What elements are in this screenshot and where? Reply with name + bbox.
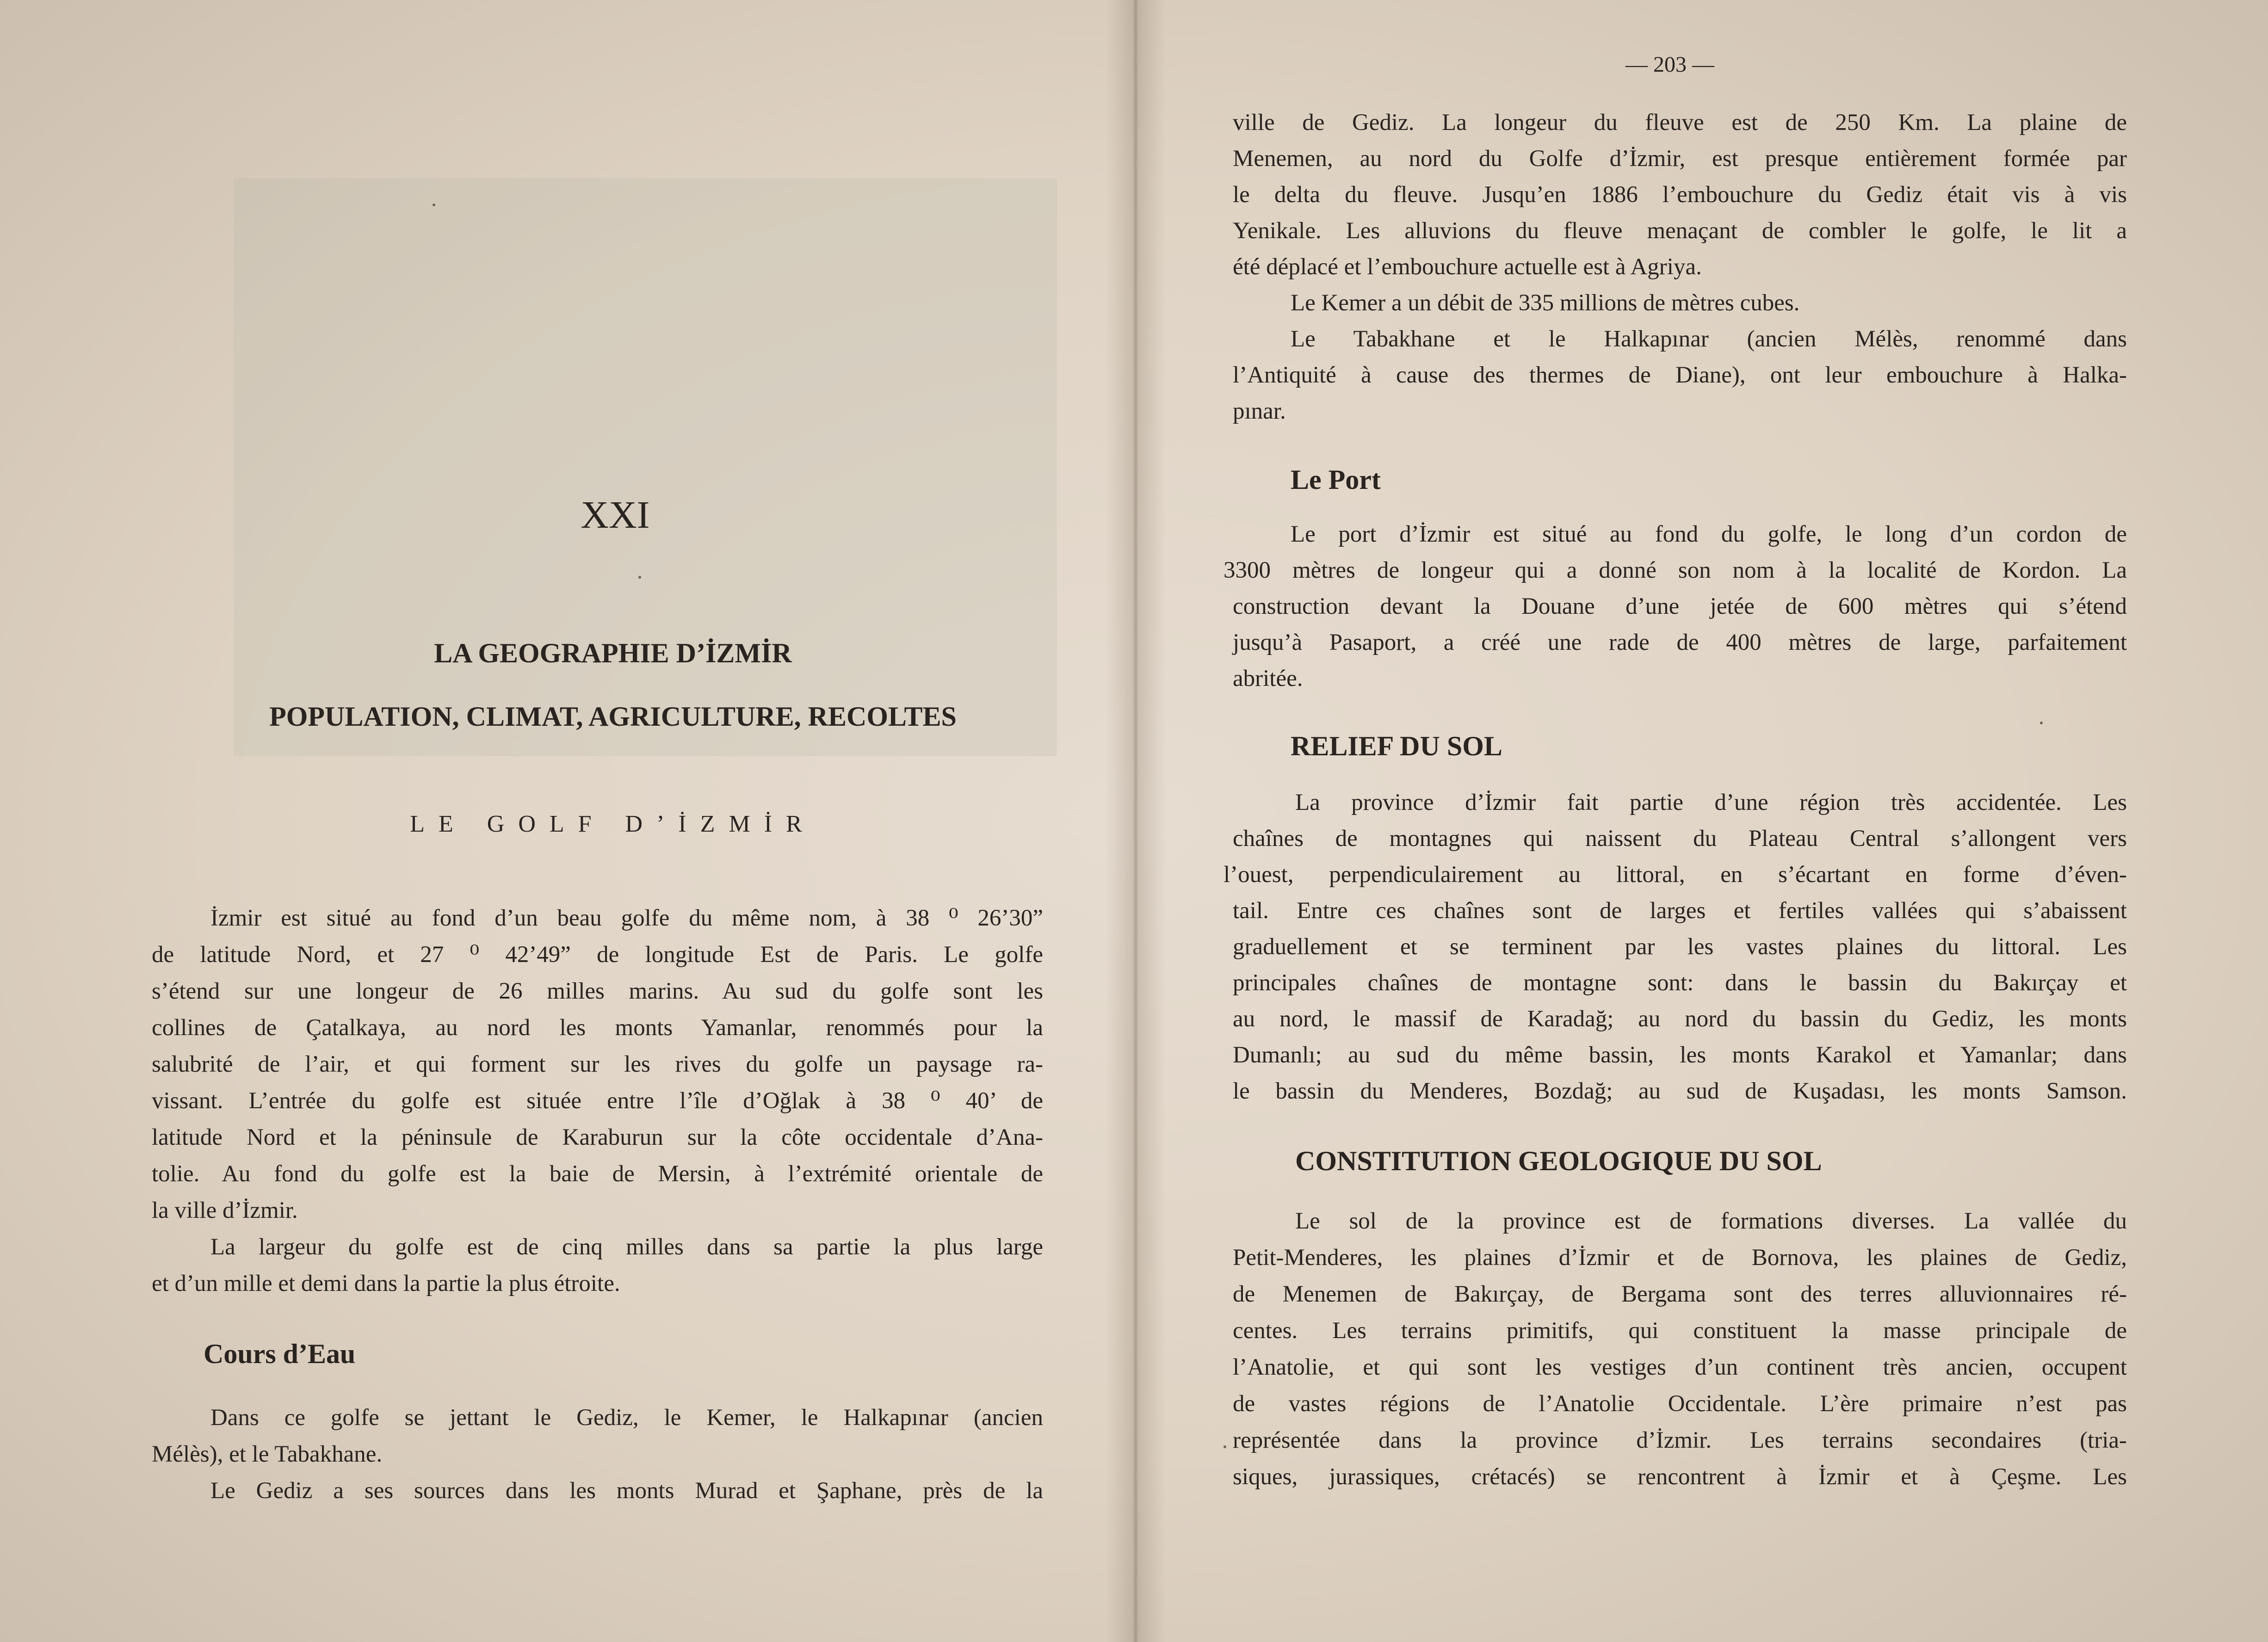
subheading-cours-deau: Cours d’Eau xyxy=(204,1339,356,1369)
text-line: Yenikale. Les alluvions du fleuve menaçant de combler le golfe, le lit a xyxy=(1233,218,2127,244)
text-line: Le Tabakhane et le Halkapınar (ancien Mélès, renommé dans xyxy=(1291,326,2127,352)
text-line: Mélès), et le Tabakhane. xyxy=(152,1441,383,1467)
text-line: La province d’İzmir fait partie d’une région très accidentée. Les xyxy=(1295,790,2127,815)
text-line: de latitude Nord, et 27 ⁰ 42’49” de longitude Est de Paris. Le golfe xyxy=(152,942,1043,968)
text-line: Dumanlı; au sud du même bassin, les monts Karakol et Yamanlar; dans xyxy=(1233,1042,2127,1068)
chapter-title-line-2: POPULATION, CLIMAT, AGRICULTURE, RECOLTES xyxy=(269,701,957,732)
text-line: La largeur du golfe est de cinq milles dans sa partie la plus large xyxy=(210,1234,1043,1260)
text-line: Le port d’İzmir est situé au fond du golfe, le long d’un cordon de xyxy=(1291,521,2127,547)
text-line: et d’un mille et demi dans la partie la plus étroite. xyxy=(152,1271,620,1296)
text-line: construction devant la Douane d’une jetée de 600 mètres qui s’étend xyxy=(1233,593,2127,619)
text-line: chaînes de montagnes qui naissent du Plateau Central s’allongent vers xyxy=(1233,826,2127,852)
text-line: abritée. xyxy=(1233,666,1303,691)
text-line: de vastes régions de l’Anatolie Occidentale. L’ère primaire n’est pas xyxy=(1233,1391,2127,1417)
text-line: représentée dans la province d’İzmir. Les terrains secondaires (tria- xyxy=(1233,1427,2127,1453)
text-line: l’Antiquité à cause des thermes de Diane), ont leur embouchure à Halka- xyxy=(1233,362,2127,388)
text-line: Petit-Menderes, les plaines d’İzmir et de Bornova, les plaines de Gediz, xyxy=(1233,1245,2127,1271)
text-line: s’étend sur une longeur de 26 milles marins. Au sud du golfe sont les xyxy=(152,978,1043,1004)
text-line: İzmir est situé au fond d’un beau golfe du même nom, à 38 ⁰ 26’30” xyxy=(210,905,1043,931)
text-line: jusqu’à Pasaport, a créé une rade de 400 mètres de large, parfaitement xyxy=(1233,630,2127,655)
subheading-relief-du-sol: RELIEF DU SOL xyxy=(1291,731,1502,761)
text-line: le bassin du Menderes, Bozdağ; au sud de Kuşadası, les monts Samson. xyxy=(1233,1078,2127,1104)
text-line: collines de Çatalkaya, au nord les monts Yamanlar, renommés pour la xyxy=(152,1015,1043,1041)
text-line: Le Gediz a ses sources dans les monts Murad et Şaphane, près de la xyxy=(210,1478,1043,1504)
paper-speck xyxy=(638,576,641,579)
page-number: — 203 — xyxy=(1625,52,1714,77)
text-line: 3300 mètres de longeur qui a donné son nom à la localité de Kordon. La xyxy=(1224,557,2127,583)
paper-speck xyxy=(433,204,435,206)
text-line: tolie. Au fond du golfe est la baie de Mersin, à l’extrémité orientale de xyxy=(152,1161,1043,1187)
text-line: siques, jurassiques, crétacés) se rencontrent à İzmir et à Çeşme. Les xyxy=(1233,1464,2127,1490)
text-line: la ville d’İzmir. xyxy=(152,1198,298,1223)
text-line: le delta du fleuve. Jusqu’en 1886 l’embouchure du Gediz était vis à vis xyxy=(1233,182,2127,208)
text-line: principales chaînes de montagne sont: dans le bassin du Bakırçay et xyxy=(1233,970,2127,996)
text-line: Menemen, au nord du Golfe d’İzmir, est presque entièrement formée par xyxy=(1233,146,2127,172)
text-line: Le Kemer a un débit de 335 millions de mètres cubes. xyxy=(1291,290,1800,316)
text-line: de Menemen de Bakırçay, de Bergama sont des terres alluvionnaires ré- xyxy=(1233,1281,2127,1307)
subheading-constitution-geologique: CONSTITUTION GEOLOGIQUE DU SOL xyxy=(1295,1146,1822,1176)
text-line: pınar. xyxy=(1233,398,1286,424)
text-line: graduellement et se terminent par les vastes plaines du littoral. Les xyxy=(1233,934,2127,960)
text-line: au nord, le massif de Karadağ; au nord du bassin du Gediz, les monts xyxy=(1233,1006,2127,1032)
text-line: l’ouest, perpendiculairement au littoral, en s’écartant en forme d’éven- xyxy=(1224,862,2127,888)
paper-speck xyxy=(1224,1445,1226,1448)
text-line: Le sol de la province est de formations diverses. La vallée du xyxy=(1295,1208,2127,1234)
text-line: centes. Les terrains primitifs, qui constituent la masse principale de xyxy=(1233,1318,2127,1344)
text-line: été déplacé et l’embouchure actuelle est à Agriya. xyxy=(1233,254,1702,280)
section-heading-golf: LE GOLF D’İZMİR xyxy=(410,811,816,837)
chapter-title-line-1: LA GEOGRAPHIE D’İZMİR xyxy=(434,638,792,668)
text-line: tail. Entre ces chaînes sont de larges et fertiles vallées qui s’abaissent xyxy=(1233,898,2127,924)
text-line: l’Anatolie, et qui sont les vestiges d’un continent très ancien, occupent xyxy=(1233,1354,2127,1380)
chapter-number: XXI xyxy=(581,494,650,537)
text-line: vissant. L’entrée du golfe est située entre l’île d’Oğlak à 38 ⁰ 40’ de xyxy=(152,1088,1043,1114)
text-line: salubrité de l’air, et qui forment sur les rives du golfe un paysage ra- xyxy=(152,1051,1043,1077)
text-line: latitude Nord et la péninsule de Karaburun sur la côte occidentale d’Ana- xyxy=(152,1124,1043,1150)
text-line: ville de Gediz. La longeur du fleuve est de 250 Km. La plaine de xyxy=(1233,110,2127,136)
subheading-le-port: Le Port xyxy=(1291,464,1381,495)
text-line: Dans ce golfe se jettant le Gediz, le Kemer, le Halkapınar (ancien xyxy=(210,1405,1043,1431)
paper-speck xyxy=(2040,722,2043,724)
